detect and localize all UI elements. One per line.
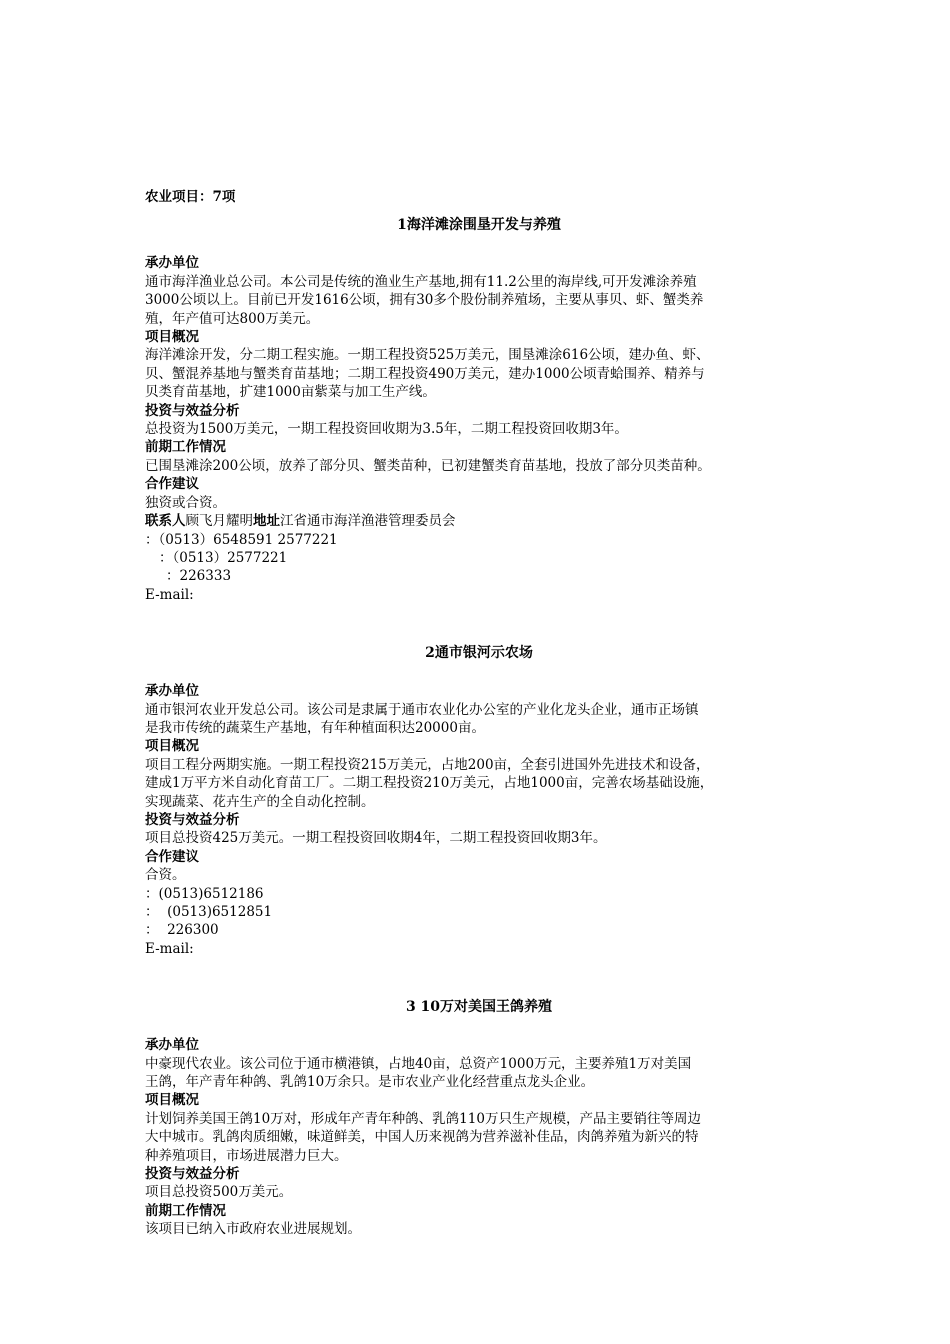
project-3: [145, 998, 813, 1238]
project-1: [145, 216, 813, 604]
section-heading-coop: 合作建议: [145, 848, 199, 865]
paragraph-line: 通市银河农业开发总公司。该公司是隶属于通市农业化办公室的产业化龙头企业，通市正场镇: [145, 701, 699, 718]
paragraph-line: 3000公顷以上。目前已开发1616公顷，拥有30多个股份制养殖场，主要从事贝、虾、蟹类养: [145, 292, 704, 309]
paragraph-line: 贝类育苗基地，扩建1000亩紫菜与加工生产线。: [145, 384, 436, 401]
paragraph-line: 实现蔬菜、花卉生产的全自动化控制。: [145, 793, 375, 810]
address-value: 江省通市海洋渔港管理委员会: [280, 513, 456, 530]
contact-name: 顾飞月耀明: [185, 513, 253, 530]
contact-line: [145, 512, 813, 530]
paragraph-line: 建成1万平方米自动化育苗工厂。二期工程投资210万美元，占地1000亩，完善农场基础设施，: [145, 775, 714, 792]
paragraph-line: 计划饲养美国王鸽10万对，形成年产青年种鸽、乳鸽110万只生产规模，产品主要销往等周边: [145, 1110, 701, 1127]
project-title: 2通市银河示农场: [425, 645, 533, 662]
paragraph-line: 贝、蟹混养基地与蟹类育苗基地；二期工程投资490万美元，建办1000公顷青蛤围养、精养与: [145, 365, 705, 382]
paragraph-line: 是我市传统的蔬菜生产基地，有年种植面积达20000亩。: [145, 719, 485, 736]
paragraph-line: 海洋滩涂开发，分二期工程实施。一期工程投资525万美元，围垦滩涂616公顷，建办鱼、虾、: [145, 347, 710, 364]
paragraph-line: 殖，年产值可达800万美元。: [145, 310, 320, 327]
postcode-line: ：226333: [166, 568, 232, 585]
project-2: [145, 644, 813, 958]
fax-line: ： (0513)6512851: [145, 904, 273, 920]
section-heading-unit: 承办单位: [145, 1037, 199, 1054]
section-heading-invest: 投资与效益分析: [145, 1166, 240, 1183]
section-heading-overview: 项目概况: [145, 1092, 199, 1109]
agri-projects-heading: 农业项目：7项: [145, 189, 236, 205]
phone-line: ：(0513)6512186: [145, 885, 264, 902]
section-heading-invest: 投资与效益分析: [145, 402, 240, 419]
paragraph-line: 项目工程分两期实施。一期工程投资215万美元，占地200亩，全套引进国外先进技术和设备，: [145, 756, 710, 773]
section-heading-overview: 项目概况: [145, 738, 199, 755]
postcode-line: ： 226300: [145, 922, 219, 939]
paragraph-line: 已围垦滩涂200公顷，放养了部分贝、蟹类苗种，已初建蟹类育苗基地，投放了部分贝类苗种。: [145, 457, 711, 474]
paragraph-line: 合资。: [145, 867, 186, 884]
section-heading-prior: 前期工作情况: [145, 439, 226, 456]
paragraph-line: 通市海洋渔业总公司。本公司是传统的渔业生产基地,拥有11.2公里的海岸线,可开发滩涂养殖: [145, 273, 697, 290]
section-heading-coop: 合作建议: [145, 476, 199, 493]
paragraph-line: 总投资为1500万美元，一期工程投资回收期为3.5年，二期工程投资回收期3年。: [145, 421, 628, 438]
paragraph-line: 种养殖项目，市场进展潜力巨大。: [145, 1147, 348, 1164]
project-title: 1海洋滩涂围垦开发与养殖: [397, 217, 561, 234]
fax-line: ：（0513）2577221: [159, 549, 288, 566]
section-heading-unit: 承办单位: [145, 255, 199, 272]
paragraph-line: 独资或合资。: [145, 494, 226, 511]
paragraph-line: 项目总投资425万美元。一期工程投资回收期4年，二期工程投资回收期3年。: [145, 830, 607, 847]
email-line: E-mail:: [145, 586, 194, 603]
paragraph-line: 中豪现代农业。该公司位于通市横港镇，占地40亩，总资产1000万元，主要养殖1万对美国: [145, 1055, 692, 1072]
section-heading-overview: 项目概况: [145, 329, 199, 346]
paragraph-line: 大中城市。乳鸽肉质细嫩，味道鲜美，中国人历来视鸽为营养滋补佳品，肉鸽养殖为新兴的特: [145, 1129, 699, 1146]
address-label: 地址: [253, 513, 280, 530]
section-heading-unit: 承办单位: [145, 683, 199, 700]
phone-line: ：（0513）6548591 2577221: [145, 531, 338, 548]
paragraph-line: 王鸽，年产青年种鸽、乳鸽10万余只。是市农业产业化经营重点龙头企业。: [145, 1074, 595, 1091]
paragraph-line: 项目总投资500万美元。: [145, 1184, 293, 1201]
section-heading-prior: 前期工作情况: [145, 1202, 226, 1219]
paragraph-line: 该项目已纳入市政府农业进展规划。: [145, 1221, 361, 1238]
project-title: 3 10万对美国王鸽养殖: [405, 999, 553, 1016]
document-content: [145, 188, 813, 1239]
section-heading-invest: 投资与效益分析: [145, 811, 240, 828]
email-line: E-mail:: [145, 940, 194, 957]
contact-label: 联系人: [145, 513, 186, 530]
